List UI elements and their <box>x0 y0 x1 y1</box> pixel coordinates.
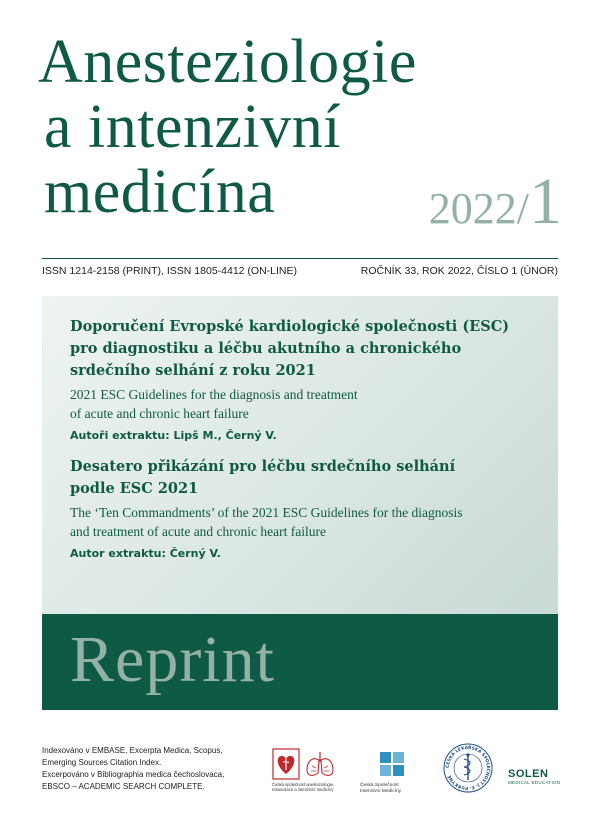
journal-title-line3: medicína <box>44 158 276 226</box>
article-2-subtitle-line: The ‘Ten Commandments’ of the 2021 ESC Guidelines for the diagnosis <box>70 505 463 520</box>
solen-tagline: MEDICAL EDUCATION <box>508 780 561 785</box>
csim-caption-line: Česká Společnost <box>360 783 399 788</box>
issue-number <box>428 165 562 238</box>
article-1-title <box>70 316 538 382</box>
article-1-subtitle-line: of acute and chronic heart failure <box>70 406 249 421</box>
csim-caption <box>360 783 428 795</box>
reprint-banner <box>42 614 558 710</box>
indexing-line: Emerging Sources Citation Index. <box>42 758 162 767</box>
solen-name: SOLEN <box>508 768 549 780</box>
article-1-title-line: Doporučení Evropské kardiologické společnosti (ESC) <box>70 318 510 335</box>
article-1 <box>70 316 538 442</box>
contents-panel <box>42 296 558 614</box>
issue-no: 1 <box>529 165 562 238</box>
issue-year: 2022 <box>428 184 517 233</box>
cls-ring-text: ČESKÁ LÉKAŘSKÁ SPOLEČNOST J. E. PURKYNĚ <box>445 745 491 791</box>
article-1-subtitle-line: 2021 ESC Guidelines for the diagnosis and treatment <box>70 387 358 402</box>
caduceus-seal-icon <box>442 742 494 794</box>
article-2-subtitle <box>70 503 538 541</box>
heart-icon <box>272 748 300 780</box>
cspa-caption-line: Česká společnost anesteziologie, <box>272 782 335 787</box>
indexing-line: Indexováno v EMBASE, Excerpta Medica, Scopus, <box>42 746 223 755</box>
cspa-caption <box>272 782 344 792</box>
csim-squares-icon <box>380 752 404 776</box>
cspa-logo <box>272 748 344 792</box>
article-1-authors: Autoři extraktu: Lipš M., Černý V. <box>70 429 277 442</box>
solen-logo <box>508 768 560 785</box>
article-2 <box>70 456 538 560</box>
issn-text: ISSN 1214-2158 (PRINT), ISSN 1805-4412 (ON-LINE) <box>42 265 298 277</box>
csim-caption-line: Intenzivní Medicíny <box>360 789 402 794</box>
cspa-caption-line: resuscitace a intenzivní medicíny <box>272 787 334 792</box>
journal-title-line1: Anesteziologie <box>38 28 417 96</box>
csim-logo <box>360 752 428 795</box>
lungs-icon <box>304 748 336 780</box>
article-2-title-line: Desatero přikázání pro léčbu srdečního selhání <box>70 458 456 475</box>
article-2-title-line: podle ESC 2021 <box>70 480 199 497</box>
article-2-title <box>70 456 538 500</box>
article-2-authors: Autor extraktu: Černý V. <box>70 547 221 560</box>
article-2-subtitle-line: and treatment of acute and chronic heart failure <box>70 524 326 539</box>
indexing-line: EBSCO – ACADEMIC SEARCH COMPLETE. <box>42 782 205 791</box>
article-1-title-line: pro diagnostiku a léčbu akutního a chronického <box>70 340 462 357</box>
indexing-line: Excerpováno v Bibliographia medica čechoslovaca, <box>42 770 225 779</box>
journal-title-line2: a intenzivní <box>44 93 341 161</box>
header-divider <box>42 258 558 259</box>
cls-jep-logo <box>442 742 494 794</box>
reprint-label: Reprint <box>70 623 275 696</box>
volume-text: ROČNÍK 33, ROK 2022, ČÍSLO 1 (ÚNOR) <box>360 265 558 277</box>
article-1-subtitle <box>70 385 538 423</box>
issue-slash: / <box>516 184 529 233</box>
journal-title <box>38 30 417 225</box>
indexing-info <box>42 745 224 793</box>
article-1-title-line: srdečního selhání z roku 2021 <box>70 362 316 379</box>
